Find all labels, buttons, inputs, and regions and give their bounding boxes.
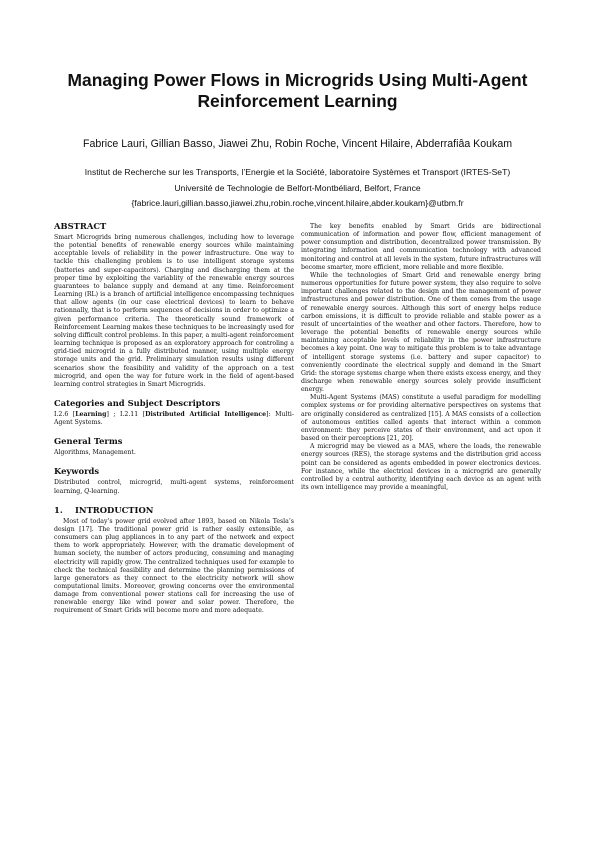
left-column <box>54 221 294 821</box>
keywords-text <box>54 479 294 495</box>
abstract-heading: ABSTRACT <box>54 221 107 231</box>
categories-code: I.2.6 [ <box>54 410 76 418</box>
intro-paragraph-1: Most of today’s power grid evolved after 1893, based on Nikola Tesla’s design [17]. The traditional power grid is rather easily extensible, as consumers can plug appliances in to any part of the network and expect them to work appropriately. However, with the dramatic development of human society, the number of actors producing, consuming and managing electricity will rapidly grow. The centralized techniques used for example to check the technical feasibility and determine the planning permissions of large generators as they connect to the electricity network will show computational limits. Moreover, growing concerns over the environmental damage from conventional power stations call for increasing the use of renewable energy like wind power and solar power. Therefore, the requirement of Smart Grids will become more and more adequate. <box>54 517 294 615</box>
categories-text <box>54 411 294 427</box>
intro-paragraph-3: While the technologies of Smart Grid and renewable energy bring numerous opportunities for future power system, they also require to solve important challenges related to the design and the management of power infrastructures and power distribution. One of them comes from the usage of renewable energy sources. Although this sort of energy helps reduce carbon emissions, it is difficult to provide reliable and stable power as a result of uncertainties of the weather and other factors. Therefore, how to leverage the potential benefits of renewable energy sources while maintaining acceptable levels of reliability in the power infrastructure becomes a key point. One way to mitigate this problem is to take advantage of intelligent storage systems (i.e. battery and super capacitor) to conveniently coordinate the electrical supply and demand in the Smart Grid: the storage systems charge when there exists excess energy, and they discharge when renewable energy sources solely provide insufficient energy. <box>301 271 541 394</box>
affiliation-university: Université de Technologie de Belfort-Montbéliard, Belfort, France <box>174 183 421 193</box>
general-terms-text: Algorithms, Management. <box>54 449 136 457</box>
intro-paragraph-4: Multi-Agent Systems (MAS) constitute a useful paradigm for modelling complex systems or for providing alternative perspectives on systems that are originally considered as centralized [15]. A MAS consists of a collection of autonomous entities called agents that interact within a common environment: they perceive states of their environment, and act upon it based on their perceptions [21, 20]. <box>301 394 541 443</box>
keywords-end: -learning. <box>89 487 120 495</box>
keywords-q: Q <box>84 487 90 495</box>
categories-dai: Distributed Artificial Intelligence <box>145 410 267 418</box>
right-column <box>301 223 541 823</box>
categories-learning: Learning <box>75 410 107 418</box>
categories-heading: Categories and Subject Descriptors <box>54 397 221 408</box>
keywords-main: Distributed control, microgrid, multi-agent systems, reinforcement learning, <box>54 479 294 495</box>
keywords-heading: Keywords <box>54 466 100 477</box>
paper-title: Managing Power Flows in Microgrids Using Multi-Agent Reinforcement Learning <box>67 70 528 111</box>
author-list: Fabrice Lauri, Gillian Basso, Jiawei Zhu, Robin Roche, Vincent Hilaire, Abderrafiâa Koukam <box>82 138 513 150</box>
categories-separator: ] ; I.2.11 [ <box>106 410 146 418</box>
section-title: INTRODUCTION <box>75 504 154 515</box>
section-number: 1. <box>54 504 63 515</box>
categories-mas: ]: Multi-Agent Systems. <box>54 410 294 427</box>
abstract-text: Smart Microgrids bring numerous challenges, including how to leverage the potential benefits of renewable energy sources while maintaining acceptable levels of reliability in the power infrastructure. One way to tackle this challenging problem is to use intelligent storage systems (batteries and super-capacitors). Charging and discharging them at the proper time by exploiting the variablity of the renewable energy sources guarantees to balance supply and demand at any time. Reinforcement Learning (RL) is a branch of artificial intelligence encompassing techniques that allow agents (in our case electrical devices) to learn to behave rationnally, that is to perform sequences of decisions in order to optimize a given performance criteria. The theoretically sound framework of Reinforcement Learning makes these techniques to be increasingly used for solving difficult control problems. In this paper, a multi-agent reinforcement learning technique is proposed as an exploratory approach for controling a grid-tied microgrid in a fully distributed manner, using multiple energy storage units and the grid. Preliminary simulation results using different scenarios show the feasibility and validity of the approach on a test microgrid, and open the way for future work in the field of agent-based learning control strategies in Smart Microgrids. <box>54 234 294 388</box>
general-terms-heading: General Terms <box>54 436 123 447</box>
author-emails: {fabrice.lauri,gillian.basso,jiawei.zhu,robin.roche,vincent.hilaire,abder.koukam}@utbm.fr <box>131 198 464 208</box>
introduction-heading <box>54 505 294 515</box>
intro-paragraph-2: The key benefits enabled by Smart Grids are bidirectional communication of information and power flow, efficient management of power consumption and distribution, decentralized power transmission. By integrating information and communication technology with advanced monitoring and control at all levels in the system, future infrastructures will become smarter, more efficient, more reliable and more flexible. <box>301 223 541 271</box>
affiliation-institute: Institut de Recherche sur les Transports, l’Energie et la Société, laboratoire Systèmes et Transport (IRTES-SeT) <box>84 167 511 177</box>
intro-paragraph-5: A microgrid may be viewed as a MAS, where the loads, the renewable energy sources (RES), the storage systems and the distribution grid access point can be considered as agents embedded in power electronics devices. For instance, while the electrical devices in a microgrid are generally controlled by a central authority, identifying each device as an agent with its own intelligence may provide a meaningful, <box>301 443 541 491</box>
